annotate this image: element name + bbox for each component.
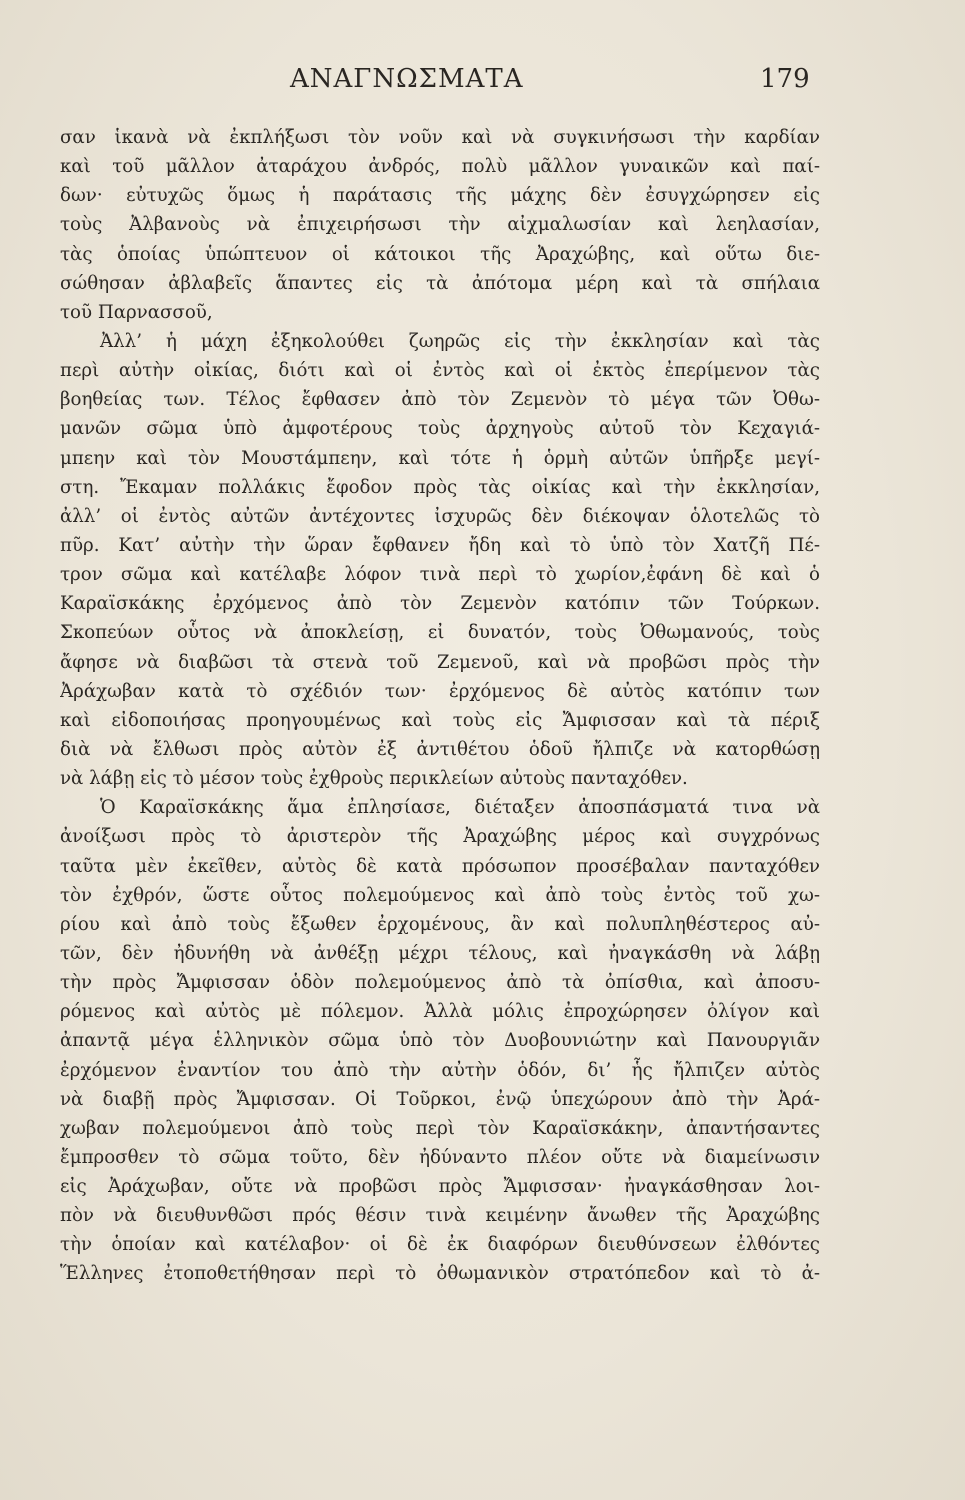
text-line: τὴν πρὸς Ἄμφισσαν ὁδὸν πολεμούμενος ἀπὸ τὰ ὀπίσθια, καὶ ἀποσυ- bbox=[60, 972, 820, 994]
text-line: ἄφησε νὰ διαβῶσι τὰ στενὰ τοῦ Ζεμενοῦ, καὶ νὰ προβῶσι πρὸς τὴν bbox=[60, 651, 820, 673]
text-line: τῶν, δὲν ἠδυνήθη νὰ ἀνθέξῃ μέχρι τέλους, καὶ ἠναγκάσθη νὰ λάβῃ bbox=[60, 942, 820, 964]
running-title: ΑΝΑΓΝΩΣΜΑΤΑ bbox=[290, 64, 524, 94]
text-line: Ὁ Καραϊσκάκης ἅμα ἐπλησίασε, διέταξεν ἀποσπάσματά τινα νὰ bbox=[100, 797, 820, 819]
text-line: τὰς ὁποίας ὑπώπτευον οἱ κάτοικοι τῆς Ἀραχώβης, καὶ οὕτω διε- bbox=[60, 243, 820, 265]
text-line: Ἕλληνες ἐτοποθετήθησαν περὶ τὸ ὀθωμανικὸν στρατόπεδον καὶ τὸ ἀ- bbox=[60, 1263, 820, 1285]
text-line: τὴν ὁποίαν καὶ κατέλαβον· οἱ δὲ ἐκ διαφόρων διευθύνσεων ἐλθόντες bbox=[60, 1234, 820, 1256]
text-line: πῦρ. Κατ’ αὐτὴν τὴν ὥραν ἔφθανεν ἤδη καὶ τὸ ὑπὸ τὸν Χατζῆ Πέ- bbox=[60, 534, 820, 556]
text-line: ρόμενος καὶ αὐτὸς μὲ πόλεμον. Ἀλλὰ μόλις ἐπροχώρησεν ὀλίγον καὶ bbox=[60, 1001, 820, 1023]
page-number: 179 bbox=[760, 64, 810, 94]
text-line: τὸν ἐχθρόν, ὥστε οὗτος πολεμούμενος καὶ ἀπὸ τοὺς ἐντὸς τοῦ χω- bbox=[60, 884, 820, 906]
text-line: νὰ λάβῃ εἰς τὸ μέσον τοὺς ἐχθροὺς περικλείων αὐτοὺς πανταχόθεν. bbox=[60, 768, 688, 790]
text-line: καὶ τοῦ μᾶλλον ἀταράχου ἀνδρός, πολὺ μᾶλλον γυναικῶν καὶ παί- bbox=[60, 156, 820, 178]
text-line: διὰ νὰ ἔλθωσι πρὸς αὐτὸν ἐξ ἀντιθέτου ὁδοῦ ἤλπιζε νὰ κατορθώσῃ bbox=[60, 738, 820, 760]
text-line: χωβαν πολεμούμενοι ἀπὸ τοὺς περὶ τὸν Καραϊσκάκην, ἀπαντήσαντες bbox=[60, 1117, 820, 1139]
text-line: ἀπαντᾷ μέγα ἑλληνικὸν σῶμα ὑπὸ τὸν Δυοβουνιώτην καὶ Πανουργιᾶν bbox=[60, 1030, 820, 1052]
text-line: ταῦτα μὲν ἐκεῖθεν, αὐτὸς δὲ κατὰ πρόσωπον προσέβαλαν πανταχόθεν bbox=[60, 855, 820, 877]
text-line: πὸν νὰ διευθυνθῶσι πρός θέσιν τινὰ κειμένην ἄνωθεν τῆς Ἀραχώβης bbox=[60, 1205, 820, 1227]
text-line: Ἀλλ’ ἡ μάχη ἐξηκολούθει ζωηρῶς εἰς τὴν ἐκκλησίαν καὶ τὰς bbox=[100, 330, 820, 352]
text-line: δων· εὐτυχῶς ὅμως ἡ παράτασις τῆς μάχης δὲν ἐσυγχώρησεν εἰς bbox=[60, 185, 820, 207]
text-line: τρον σῶμα καὶ κατέλαβε λόφον τινὰ περὶ τὸ χωρίον,ἐφάνη δὲ καὶ ὁ bbox=[60, 564, 820, 586]
text-line: καὶ εἰδοποιήσας προηγουμένως καὶ τοὺς εἰς Ἄμφισσαν καὶ τὰ πέριξ bbox=[60, 709, 820, 731]
text-line: σαν ἱκανὰ νὰ ἐκπλήξωσι τὸν νοῦν καὶ νὰ συγκινήσωσι τὴν καρδίαν bbox=[60, 127, 820, 148]
text-line: περὶ αὐτὴν οἰκίας, διότι καὶ οἱ ἐντὸς καὶ οἱ ἐκτὸς ἐπερίμενον τὰς bbox=[60, 360, 820, 382]
text-line: ρίου καὶ ἀπὸ τοὺς ἔξωθεν ἐρχομένους, ἂν καὶ πολυπληθέστερος αὐ- bbox=[60, 913, 820, 935]
text-line: ἀνοίξωσι πρὸς τὸ ἀριστερὸν τῆς Ἀραχώβης μέρος καὶ συγχρόνως bbox=[60, 826, 820, 848]
text-line: ἐρχόμενον ἐναντίον του ἀπὸ τὴν αὐτὴν ὁδόν, δι’ ἧς ἤλπιζεν αὐτὸς bbox=[60, 1059, 820, 1081]
body-text bbox=[60, 123, 820, 1289]
text-line: Σκοπεύων οὗτος νὰ ἀποκλείσῃ, εἰ δυνατόν, τοὺς Ὀθωμανούς, τοὺς bbox=[60, 622, 820, 644]
text-line: σώθησαν ἀβλαβεῖς ἅπαντες εἰς τὰ ἀπότομα μέρη καὶ τὰ σπήλαια bbox=[60, 272, 820, 294]
text-line: νὰ διαβῇ πρὸς Ἄμφισσαν. Οἱ Τοῦρκοι, ἐνῷ ὑπεχώρουν ἀπὸ τὴν Ἀρά- bbox=[60, 1088, 820, 1110]
text-line: μπεην καὶ τὸν Μουστάμπεην, καὶ τότε ἡ ὁρμὴ αὐτῶν ὑπῆρξε μεγί- bbox=[60, 447, 820, 469]
text-line: εἰς Ἀράχωβαν, οὔτε νὰ προβῶσι πρὸς Ἄμφισσαν· ἠναγκάσθησαν λοι- bbox=[60, 1176, 820, 1198]
text-line: στη. Ἔκαμαν πολλάκις ἔφοδον πρὸς τὰς οἰκίας καὶ τὴν ἐκκλησίαν, bbox=[60, 476, 820, 498]
page-header bbox=[0, 60, 965, 100]
text-line: ἀλλ’ οἱ ἐντὸς αὐτῶν ἀντέχοντες ἰσχυρῶς δὲν διέκοψαν ὁλοτελῶς τὸ bbox=[60, 505, 820, 527]
text-line: ἔμπροσθεν τὸ σῶμα τοῦτο, δὲν ἠδύναντο πλέον οὔτε νὰ διαμείνωσιν bbox=[60, 1146, 820, 1168]
text-line: Ἀράχωβαν κατὰ τὸ σχέδιόν των· ἐρχόμενος δὲ αὐτὸς κατόπιν των bbox=[60, 680, 820, 702]
text-line: τοῦ Παρνασσοῦ, bbox=[60, 301, 213, 323]
text-line: Καραϊσκάκης ἐρχόμενος ἀπὸ τὸν Ζεμενὸν κατόπιν τῶν Τούρκων. bbox=[60, 593, 820, 615]
text-line: βοηθείας των. Τέλος ἔφθασεν ἀπὸ τὸν Ζεμενὸν τὸ μέγα τῶν Ὀθω- bbox=[60, 389, 820, 411]
text-line: τοὺς Ἀλβανοὺς νὰ ἐπιχειρήσωσι τὴν αἰχμαλωσίαν καὶ λεηλασίαν, bbox=[60, 214, 820, 236]
text-line: μανῶν σῶμα ὑπὸ ἀμφοτέρους τοὺς ἀρχηγοὺς αὐτοῦ τὸν Κεχαγιά- bbox=[60, 418, 820, 440]
